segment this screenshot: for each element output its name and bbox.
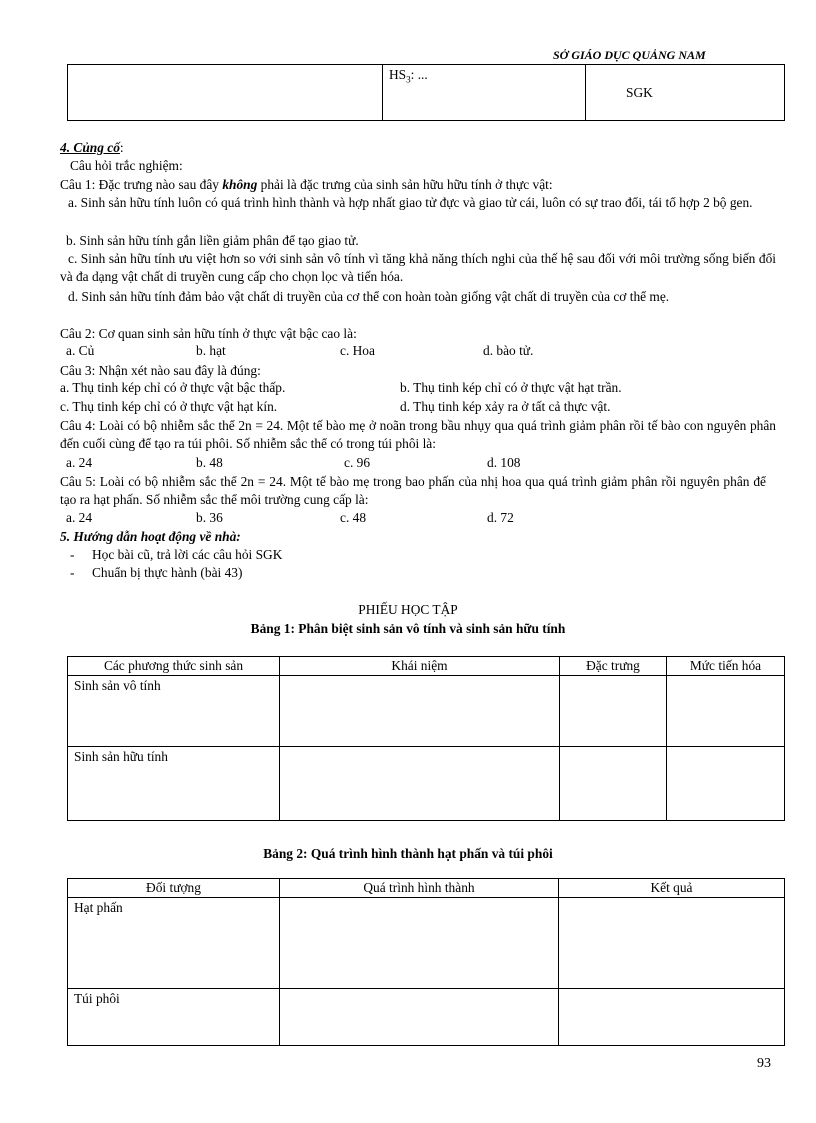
- worksheet-title: PHIẾU HỌC TẬP: [358, 602, 458, 617]
- table2-row-pollen: Hạt phấn: [68, 898, 280, 989]
- question-2: Câu 2: Cơ quan sinh sản hữu tính ở thực vật bậc cao là:: [60, 326, 357, 341]
- top-table-cell-sgk: SGK: [586, 65, 785, 121]
- table2-header-object: Đối tượng: [68, 879, 280, 898]
- table1: [67, 656, 785, 821]
- top-table-cell-empty: [68, 65, 383, 121]
- question-2-option-c: c. Hoa: [340, 343, 375, 358]
- question-5: Câu 5: Loài có bộ nhiễm sắc thể 2n = 24. Một tế bào mẹ trong bao phấn của nhị hoa qua quá trình giảm phân rồi nguyên phân để tạo ra hạt phấn. Số nhiễm sắc thể môi trường cung cấp là:: [60, 474, 766, 507]
- table2-cell: [280, 898, 559, 989]
- question-3: Câu 3: Nhận xét nào sau đây là đúng:: [60, 363, 261, 378]
- question-3-option-c: c. Thụ tinh kép chỉ có ở thực vật hạt kín.: [60, 399, 278, 414]
- section5-heading: 5. Hướng dẫn hoạt động về nhà:: [60, 529, 241, 544]
- question-5-option-d: d. 72: [487, 510, 514, 525]
- table2-row-embryo-sac: Túi phôi: [68, 989, 280, 1046]
- question-1-option-b: b. Sinh sản hữu tính gắn liền giảm phân để tạo giao tử.: [66, 233, 359, 248]
- question-5-option-c: c. 48: [340, 510, 367, 525]
- question-2-option-a: a. Củ: [66, 343, 95, 358]
- homework-item-2: - Chuẩn bị thực hành (bài 43): [70, 565, 243, 580]
- table1-header-evolution: Mức tiến hóa: [667, 657, 785, 676]
- header-org: SỞ GIÁO DỤC QUẢNG NAM: [553, 48, 706, 62]
- table1-cell: [560, 676, 667, 747]
- question-5-option-b: b. 36: [196, 510, 223, 525]
- table2-cell: [559, 989, 785, 1046]
- page-number: 93: [757, 1056, 771, 1071]
- question-2-option-b: b. hạt: [196, 343, 226, 358]
- table1-header-methods: Các phương thức sinh sản: [68, 657, 280, 676]
- table2-header-result: Kết quả: [559, 879, 785, 898]
- table1-row-sexual: Sinh sản hữu tính: [68, 747, 280, 821]
- question-4: Câu 4: Loài có bộ nhiễm sắc thể 2n = 24. Một tế bào mẹ ở noãn trong bầu nhụy qua quá trình giảm phân rồi tế bào con nguyên phân đến cuối cùng để tạo ra túi phôi. Số nhiễm sắc thể có trong túi phôi là:: [60, 418, 776, 451]
- section4-heading: 4. Củng cố:: [60, 140, 124, 155]
- table1-cell: [560, 747, 667, 821]
- top-table: [67, 64, 785, 121]
- question-4-option-a: a. 24: [66, 455, 93, 470]
- question-1: Câu 1: Đặc trưng nào sau đây không phải là đặc trưng của sinh sản hữu hữu tính ở thực vật:: [60, 177, 553, 192]
- question-3-option-a: a. Thụ tinh kép chỉ có ở thực vật bậc thấp.: [60, 380, 286, 395]
- question-3-option-b: b. Thụ tinh kép chỉ có ở thực vật hạt trần.: [400, 380, 622, 395]
- question-5-option-a: a. 24: [66, 510, 93, 525]
- question-2-option-d: d. bào tử.: [483, 343, 534, 358]
- question-4-option-b: b. 48: [196, 455, 223, 470]
- table1-row-asexual: Sinh sản vô tính: [68, 676, 280, 747]
- section4-intro: Câu hỏi trắc nghiệm:: [70, 158, 183, 173]
- table1-cell: [667, 676, 785, 747]
- table1-cell: [667, 747, 785, 821]
- table2-title: Bảng 2: Quá trình hình thành hạt phấn và túi phôi: [263, 846, 553, 861]
- top-table-cell-hs: $HS_3$: ...: [383, 65, 586, 121]
- table1-cell: [280, 747, 560, 821]
- question-1-option-c: c. Sinh sản hữu tính ưu việt hơn so với sinh sản vô tính vì tăng khả năng thích nghi của thế hệ sau đối với môi trường sống biến đổi và đa dạng vật chất di truyền cung cấp cho chọn lọc và tiến hóa.: [60, 251, 776, 284]
- table1-header-concept: Khái niệm: [280, 657, 560, 676]
- question-1-option-a: a. Sinh sản hữu tính luôn có quá trình hình thành và hợp nhất giao tử đực và giao tử cái, luôn có sự trao đổi, tái tổ hợp 2 bộ gen.: [68, 195, 753, 210]
- table2-cell: [280, 989, 559, 1046]
- question-3-option-d: d. Thụ tinh kép xảy ra ở tất cả thực vật.: [400, 399, 611, 414]
- table1-cell: [280, 676, 560, 747]
- table2: [67, 878, 785, 1046]
- homework-item-1: - Học bài cũ, trả lời các câu hỏi SGK: [70, 547, 283, 562]
- question-4-option-c: c. 96: [344, 455, 371, 470]
- table1-header-feature: Đặc trưng: [560, 657, 667, 676]
- question-1-option-d: d. Sinh sản hữu tính đảm bảo vật chất di truyền của cơ thể con hoàn toàn giống vật chất di truyền của cơ thể mẹ.: [68, 289, 670, 304]
- table2-cell: [559, 898, 785, 989]
- question-4-option-d: d. 108: [487, 455, 521, 470]
- table2-header-process: Quá trình hình thành: [280, 879, 559, 898]
- table1-title: Bảng 1: Phân biệt sinh sản vô tính và sinh sản hữu tính: [250, 621, 566, 636]
